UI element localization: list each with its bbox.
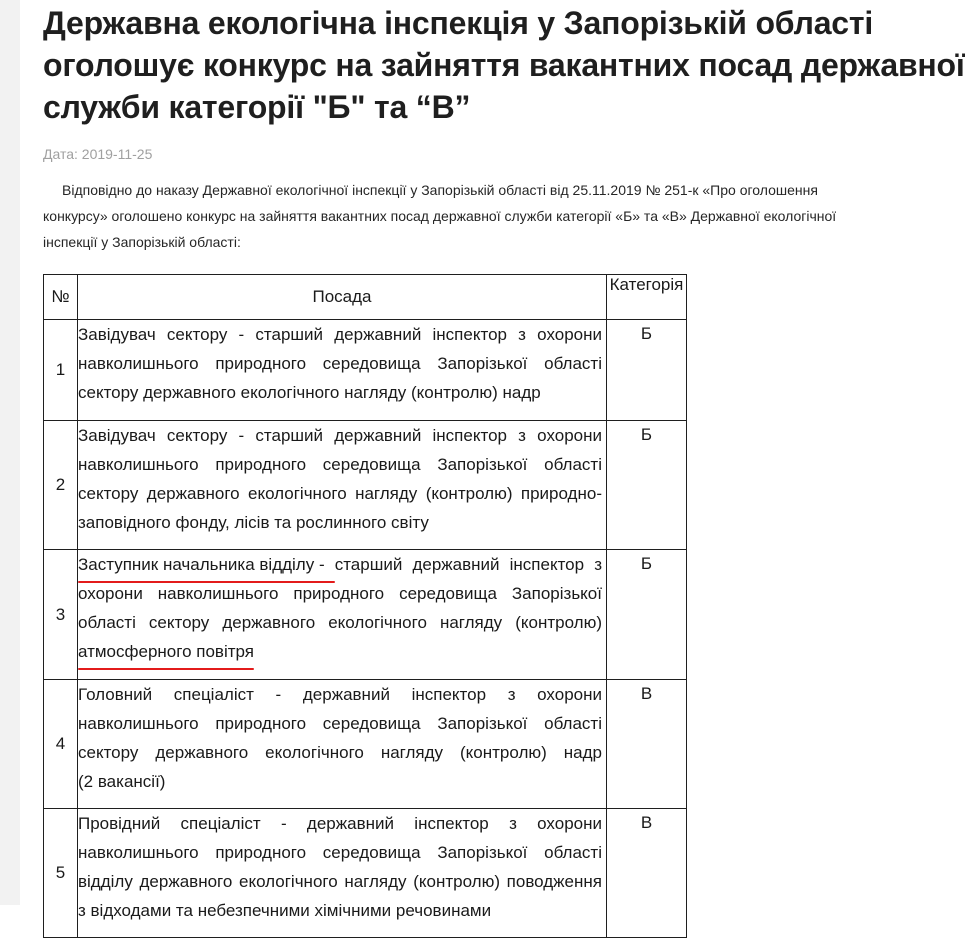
intro-line: Відповідно до наказу Державної екологічної інспекції у Запорізькій області від 25.11.2019 № 251-к «Про оголошення xyxy=(62,182,818,198)
position-line: з відходами та небезпечними хімічними речовинами xyxy=(78,901,492,920)
position-line xyxy=(78,550,602,579)
header-number: № xyxy=(44,275,78,320)
table-row xyxy=(44,421,687,550)
row-number: 3 xyxy=(44,550,78,680)
position-line: області сектору державного екологічного нагляду (контролю) xyxy=(78,613,602,632)
row-category: В xyxy=(607,680,687,809)
table-row xyxy=(44,550,687,680)
article xyxy=(43,0,965,920)
row-number: 5 xyxy=(44,809,78,938)
position-line: навколишнього природного середовища Запорізької області xyxy=(78,354,602,373)
intro-line: інспекції у Запорізькій області: xyxy=(43,234,241,250)
intro-line: конкурсу» оголошено конкурс на зайняття вакантних посад державної служби категорії «Б» та «В» Державної екологічної xyxy=(43,208,837,224)
row-position xyxy=(78,550,607,680)
title-line: оголошує конкурс на зайняття вакантних посад державної xyxy=(43,47,965,83)
position-line: Завідувач сектору - старший державний інспектор з охорони xyxy=(78,426,602,445)
header-position: Посада xyxy=(78,275,607,320)
position-text: старший державний інспектор з xyxy=(324,555,602,574)
title-line: Державна екологічна інспекція у Запорізькій області xyxy=(43,5,874,41)
row-number: 1 xyxy=(44,320,78,421)
article-title xyxy=(43,0,965,128)
position-line: навколишнього природного середовища Запорізької області xyxy=(78,843,602,862)
table-row xyxy=(44,680,687,809)
position-line: заповідного фонду, лісів та рослинного світу xyxy=(78,513,429,532)
red-underline-highlight: атмосферного повітря xyxy=(78,637,254,666)
row-category: Б xyxy=(607,550,687,680)
position-line: Головний спеціаліст - державний інспектор з охорони xyxy=(78,685,602,704)
left-margin-strip xyxy=(0,0,20,905)
table-header-row xyxy=(44,275,687,320)
position-line: відділу державного екологічного нагляду (контролю) поводження xyxy=(78,872,602,891)
row-category: Б xyxy=(607,320,687,421)
row-category: Б xyxy=(607,421,687,550)
row-position xyxy=(78,680,607,809)
intro-paragraph xyxy=(43,177,837,255)
position-line: охорони навколишнього природного середовища Запорізької xyxy=(78,584,602,603)
position-line: сектору державного екологічного нагляду (контролю) природно- xyxy=(78,484,602,503)
publish-date: Дата: 2019-11-25 xyxy=(43,146,153,162)
header-category: Категорія xyxy=(607,275,687,320)
row-position xyxy=(78,320,607,421)
red-underline-highlight: Заступник начальника відділу - xyxy=(78,550,325,579)
position-line: (2 вакансії) xyxy=(78,772,166,791)
vacancies-table xyxy=(43,274,687,938)
table-row xyxy=(44,809,687,938)
row-position xyxy=(78,421,607,550)
row-number: 2 xyxy=(44,421,78,550)
title-line: служби категорії "Б" та “В” xyxy=(43,89,471,125)
position-line: Завідувач сектору - старший державний інспектор з охорони xyxy=(78,325,602,344)
row-number: 4 xyxy=(44,680,78,809)
row-category: В xyxy=(607,809,687,938)
position-line: навколишнього природного середовища Запорізької області xyxy=(78,455,602,474)
table-row xyxy=(44,320,687,421)
row-position xyxy=(78,809,607,938)
position-line: сектору державного екологічного нагляду (контролю) надр xyxy=(78,743,602,762)
position-line: навколишнього природного середовища Запорізької області xyxy=(78,714,602,733)
position-line: сектору державного екологічного нагляду (контролю) надр xyxy=(78,383,541,402)
position-line: Провідний спеціаліст - державний інспектор з охорони xyxy=(78,814,602,833)
position-line xyxy=(78,637,602,666)
